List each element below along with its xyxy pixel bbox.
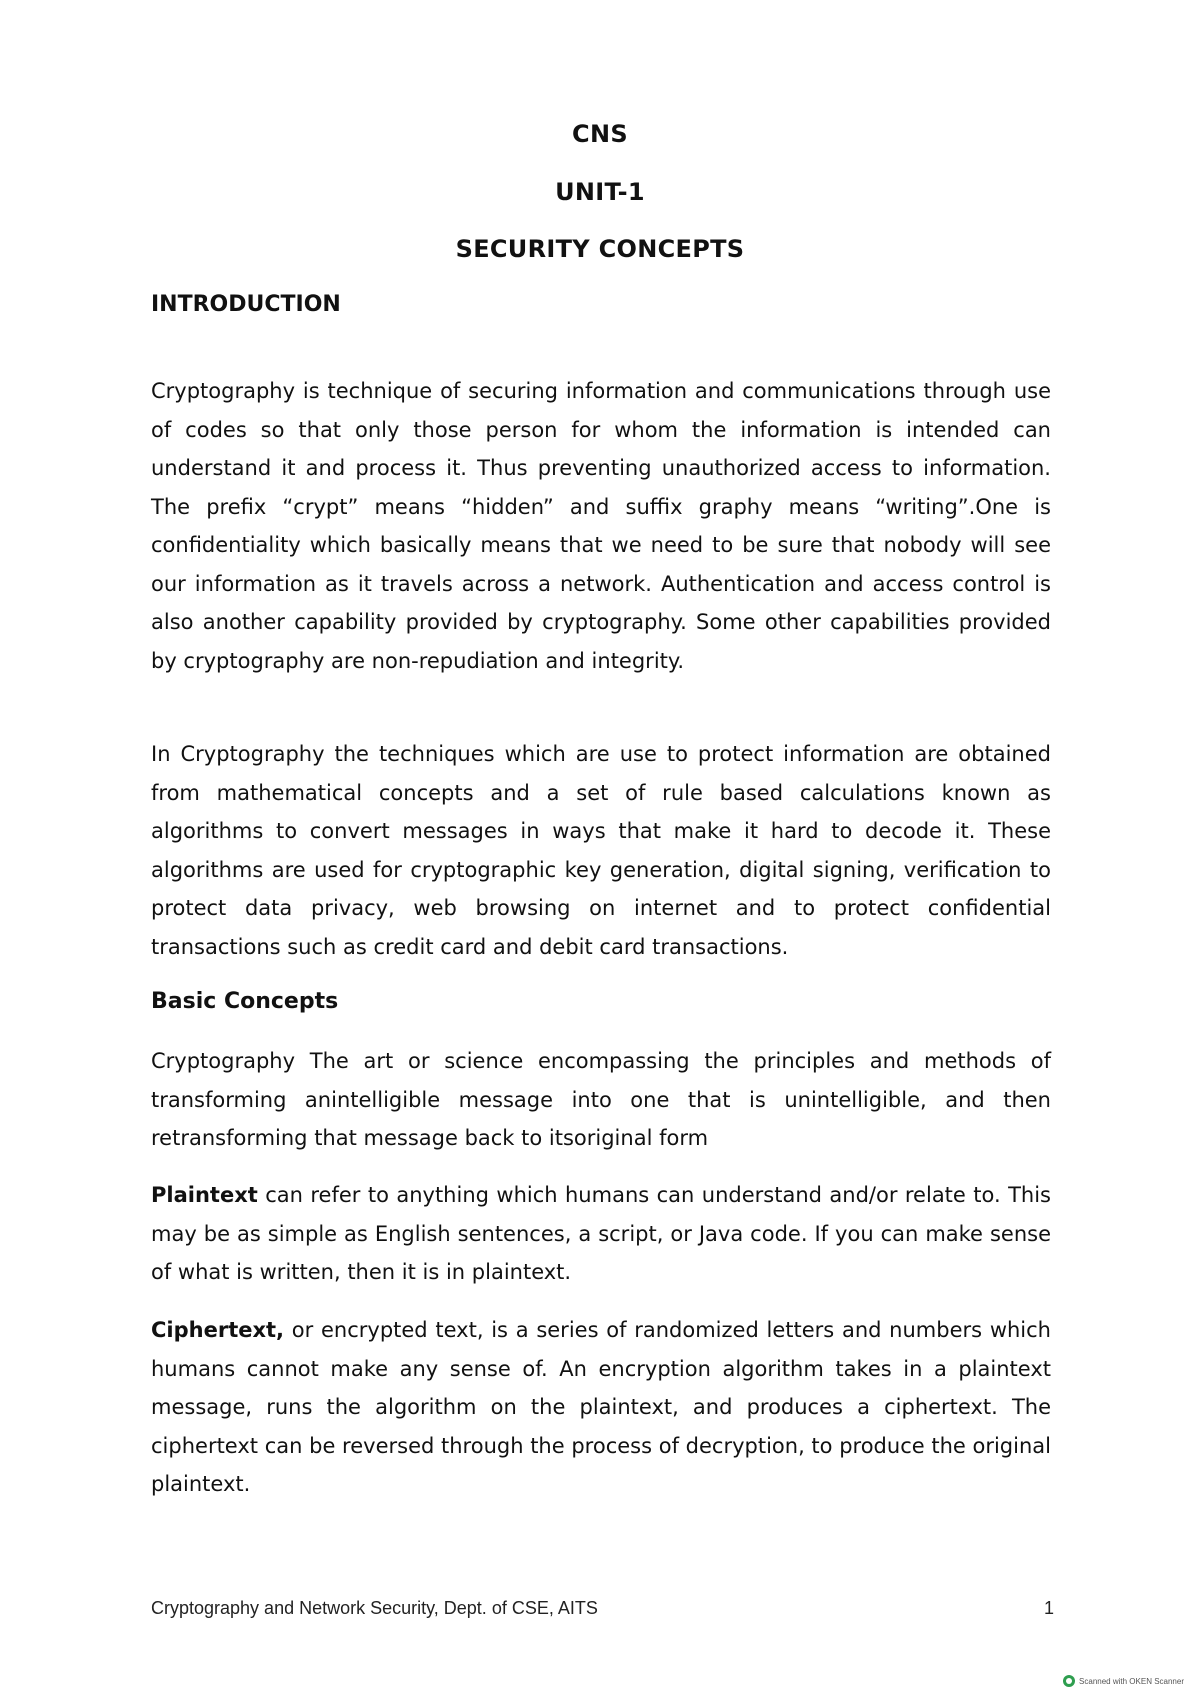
scanner-watermark-text: Scanned with OKEN Scanner (1079, 1676, 1184, 1686)
ciphertext-description: or encrypted text, is a series of randomized letters and numbers which humans cannot make any sense of. An encryption algorithm takes in a plaintext message, runs the algorithm on the plaintext, and produces a ciphertext. The ciphertext can be reversed through the process of decryption, to produce the original plaintext. (151, 1318, 1051, 1496)
scanner-watermark (1063, 1675, 1184, 1687)
page-footer: Cryptography and Network Security, Dept. of CSE, AITS (151, 1598, 598, 1618)
plaintext-description: can refer to anything which humans can understand and/or relate to. This may be as simple as English sentences, a script, or Java code. If you can make sense of what is written, then it is in plaintext. (151, 1183, 1051, 1284)
basic-concepts-paragraph: Cryptography The art or science encompassing the principles and methods of transforming anintelligible message into one that is unintelligible, and then retransforming that message back to itsoriginal form (151, 1049, 1051, 1150)
plaintext-paragraph (151, 1176, 1051, 1292)
introduction-heading: INTRODUCTION (151, 292, 341, 317)
intro-paragraph-1: Cryptography is technique of securing information and communications through use of codes so that only those person for whom the information is intended can understand it and process it. Thus preventing unauthorized access to information. The prefix “crypt” means “hidden” and suffix graphy means “writing”.One is confidentiality which basically means that we need to be sure that nobody will see our information as it travels across a network. Authentication and access control is also another capability provided by cryptography. Some other capabilities provided by cryptography are non-repudiation and integrity. (151, 379, 1051, 673)
unit-heading: UNIT-1 (555, 178, 645, 206)
plaintext-term: Plaintext (151, 1183, 258, 1207)
page-number: 1 (1043, 1598, 1054, 1618)
scanner-logo-icon (1063, 1675, 1075, 1687)
ciphertext-paragraph (151, 1311, 1051, 1504)
ciphertext-term: Ciphertext, (151, 1318, 285, 1342)
intro-paragraph-2: In Cryptography the techniques which are use to protect information are obtained from mathematical concepts and a set of rule based calculations known as algorithms to convert messages in ways that make it hard to decode it. These algorithms are used for cryptographic key generation, digital signing, verification to protect data privacy, web browsing on internet and to protect confidential transactions such as credit card and debit card transactions. (151, 742, 1051, 959)
basic-concepts-heading: Basic Concepts (151, 989, 339, 1014)
unit-title-heading: SECURITY CONCEPTS (455, 235, 745, 263)
course-code-heading: CNS (572, 120, 628, 148)
